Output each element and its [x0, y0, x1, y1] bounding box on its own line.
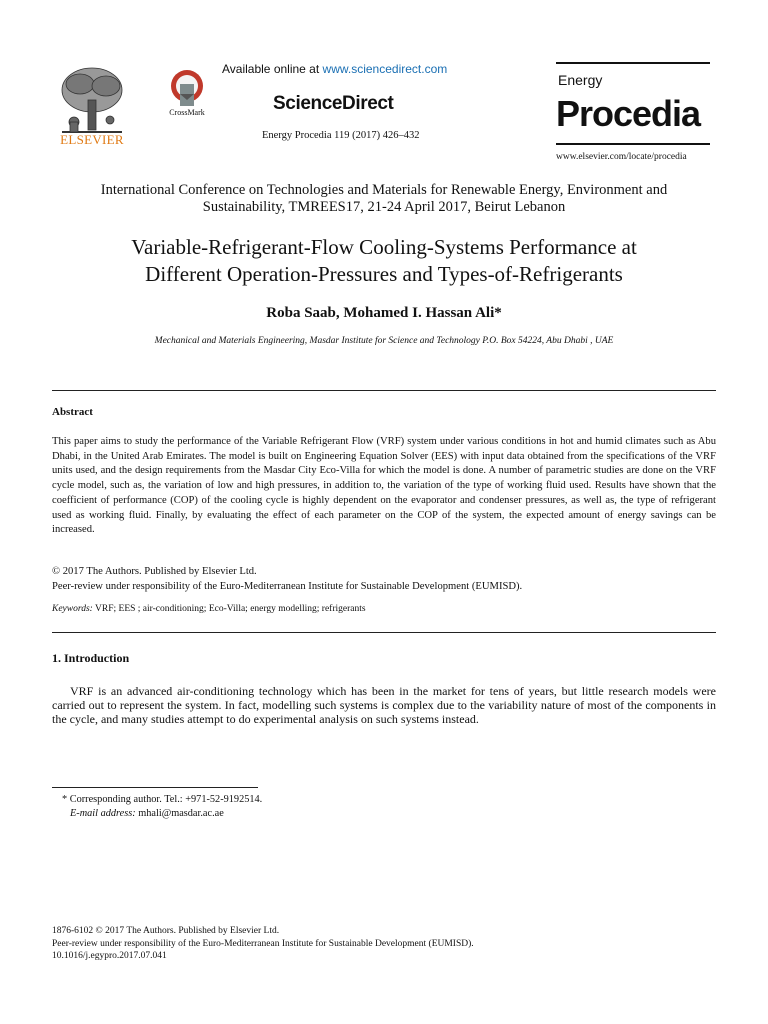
- keywords-list: VRF; EES ; air-conditioning; Eco-Villa; energy modelling; refrigerants: [92, 604, 366, 614]
- masthead-bottom-rule: [556, 143, 710, 145]
- journal-name-large: Procedia: [556, 93, 701, 134]
- masthead-top-rule: [556, 62, 710, 64]
- email-address[interactable]: mhali@masdar.ac.ae: [135, 808, 224, 819]
- corresponding-author: * Corresponding author. Tel.: +971-52-9192514.: [62, 794, 263, 805]
- journal-name-small: Energy: [558, 72, 603, 88]
- conference-line-2: Sustainability, TMREES17, 21-24 April 2017, Beirut Lebanon: [202, 198, 566, 215]
- journal-url[interactable]: www.elsevier.com/locate/procedia: [556, 152, 687, 162]
- available-online: [222, 62, 447, 76]
- paper-title: [40, 234, 728, 288]
- keywords: [52, 604, 366, 614]
- sciencedirect-link[interactable]: www.sciencedirect.com: [322, 62, 448, 76]
- introduction-text: VRF is an advanced air-conditioning technology which has been in the market for tens of years, but little research models were carried out to represent the system. In fact, modelling such systems is complex due to the variability nature of most of the components in the cycle, and many studies attempt to do experimental analysis on such systems instead.: [52, 684, 716, 727]
- journal-citation: Energy Procedia 119 (2017) 426–432: [262, 130, 420, 141]
- abstract-body: This paper aims to study the performance of the Variable Refrigerant Flow (VRF) system under various conditions in hot and humid climates such as Abu Dhabi, in the United Arab Emirates. The model is built on Engineering Equation Solver (EES) with input data obtained from the specifications of the VRF units used, and the design requirements from the Masdar City Eco-Villa for which the model is done. A number of parametric studies are done on the VRF cycle model, such as, the variation of low and high pressures, in addition to, the variation of the type of working fluid used. Results have shown that the coefficient of performance (COP) of the cooling cycle is highly dependent on the evaporator and condenser pressures, as well as, the type of refrigerant used as working fluid. Finally, by evaluating the effect of each parameter on the COP of the system, the expected amount of energy savings can be increased.: [52, 436, 716, 536]
- conference-info: [40, 182, 728, 215]
- abstract-peer-review: Peer-review under responsibility of the Euro-Mediterranean Institute for Sustainable Development (EUMISD).: [52, 581, 523, 592]
- title-line-2: Different Operation-Pressures and Types-of-Refrigerants: [145, 262, 623, 286]
- crossmark-icon[interactable]: [168, 68, 206, 108]
- footer-issn: 1876-6102 © 2017 The Authors. Published by Elsevier Ltd.: [52, 926, 280, 936]
- footer-peer-review: Peer-review under responsibility of the Euro-Mediterranean Institute for Sustainable Development (EUMISD).: [52, 938, 474, 949]
- introduction-body: [52, 684, 716, 727]
- divider: [52, 632, 716, 633]
- affiliation: Mechanical and Materials Engineering, Masdar Institute for Science and Technology P.O. Box 54224, Abu Dhabi , UAE: [154, 336, 614, 346]
- authors: Roba Saab, Mohamed I. Hassan Ali*: [266, 305, 502, 321]
- title-line-1: Variable-Refrigerant-Flow Cooling-Systems Performance at: [131, 235, 637, 259]
- conference-line-1: International Conference on Technologies and Materials for Renewable Energy, Environment and: [100, 182, 668, 198]
- footnote-rule: [52, 787, 258, 788]
- keywords-label: Keywords:: [52, 604, 93, 614]
- publisher-name: ELSEVIER: [60, 132, 124, 147]
- crossmark-label: CrossMark: [169, 108, 205, 117]
- abstract-copyright: © 2017 The Authors. Published by Elsevier Ltd.: [52, 566, 257, 577]
- sciencedirect-brand: ScienceDirect: [273, 93, 394, 114]
- email-line: [70, 808, 224, 819]
- available-prefix: Available online at: [222, 62, 323, 76]
- divider: [52, 390, 716, 391]
- footer-info: [52, 925, 474, 963]
- email-label: E-mail address:: [70, 808, 136, 819]
- footer-doi[interactable]: 10.1016/j.egypro.2017.07.041: [52, 951, 167, 961]
- abstract-heading: Abstract: [52, 406, 93, 418]
- section-heading-introduction: 1. Introduction: [52, 651, 130, 665]
